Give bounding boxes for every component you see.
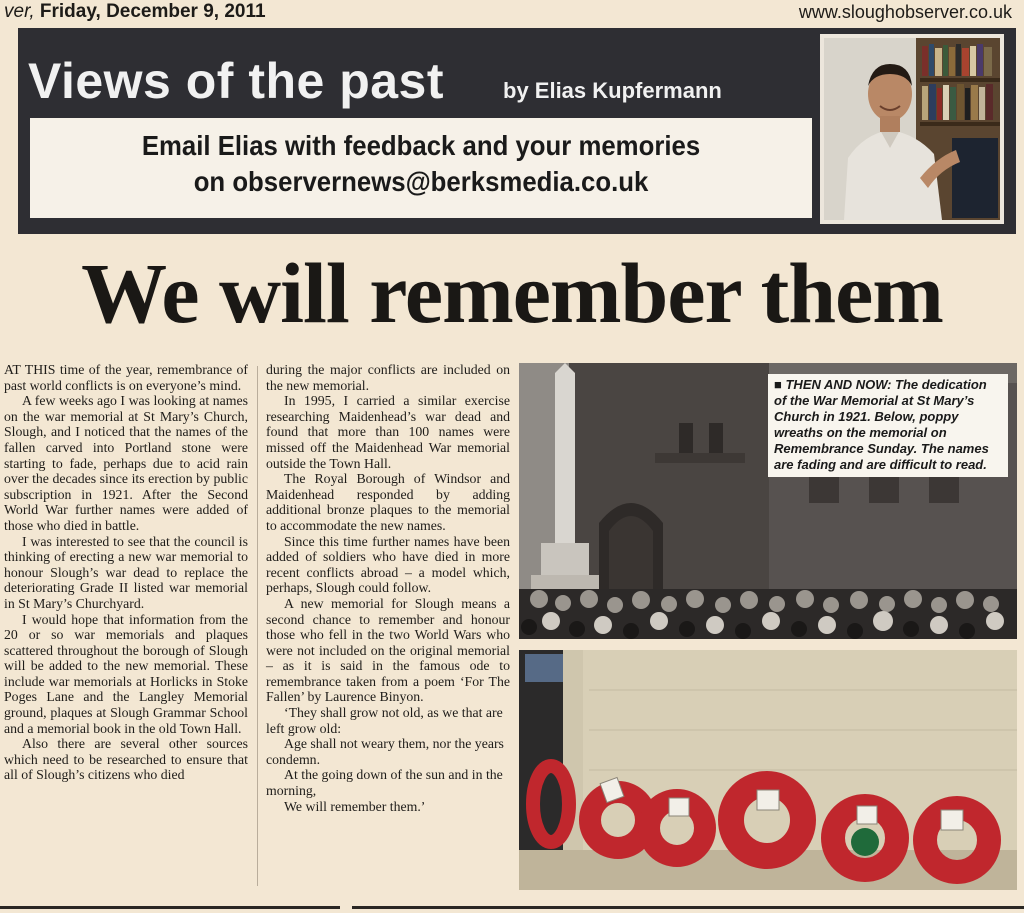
poem-line: ‘They shall grow not old, as we that are left grow old: <box>266 705 503 736</box>
article-paragraph: during the major conflicts are included on the new memorial. <box>266 362 510 393</box>
article-column-2 <box>266 362 510 814</box>
article-column-1 <box>4 362 248 783</box>
article-paragraph: I would hope that information from the 20 or so war memorials and plaques scattered throughout the borough of Slough will be added to the new memorial. These include war memorials at Horlicks in Stoke Poges Lane and the Langley Memorial ground, plaques at Slough Grammar School and a memorial book in the old Town Hall. <box>4 611 248 736</box>
columnist-portrait-photo <box>820 34 1004 224</box>
poem-line: We will remember them.’ <box>284 798 426 814</box>
publication-fragment: ver, <box>4 1 35 22</box>
poppy-wreaths-photo <box>519 650 1017 890</box>
column-divider <box>257 366 258 886</box>
caption-text: THEN AND NOW: The dedication of the War Memorial at St Mary’s Church in 1921. Below, poppy wreaths on the memorial on Remembrance Sunday. The names are fading and are difficult to read. <box>774 377 989 472</box>
article-headline: We will remember them <box>81 245 943 341</box>
article-paragraph: A few weeks ago I was looking at names on the war memorial at St Mary’s Church, Slough, and I noticed that the names of the fallen carved into Portland stone were starting to fade, perhaps due to acid rain over the decades since its erection by public subscription in 1921. After the Second World War further names were added of those who died in battle. <box>4 393 248 533</box>
photo-caption <box>768 374 1008 477</box>
feedback-box <box>30 118 812 218</box>
poem-line: At the going down of the sun and in the morning, <box>266 767 503 799</box>
article-paragraph: Also there are several other sources which need to be researched to ensure that all of Slough’s citizens who died <box>4 736 248 783</box>
article-paragraph: In 1995, I carried a similar exercise researching Maidenhead’s war dead and found that more than 100 names were missed off the Maidenhead War memorial outside the Town Hall. <box>266 393 510 471</box>
column-title: Views of the past <box>28 53 445 109</box>
poem-line: Age shall not weary them, nor the years condemn. <box>266 736 504 767</box>
article-paragraph: A new memorial for Slough means a second chance to remember and honour those who fell in the two World Wars who were not included on the original memorial – as it is said in the famous ode to remembrance taken from a poem ‘For The Fallen’ by Laurence Binyon. <box>266 595 510 705</box>
article-paragraph: Since this time further names have been added of soldiers who have died in more recent conflicts abroad – a model which, perhaps, Slough could follow. <box>266 533 510 596</box>
feedback-line: Email Elias with feedback and your memories <box>141 130 701 161</box>
website-url[interactable]: www.sloughobserver.co.uk <box>798 2 1012 22</box>
portrait-illustration <box>824 38 1000 220</box>
feedback-email[interactable]: on observernews@berksmedia.co.uk <box>193 166 649 197</box>
article-paragraph: The Royal Borough of Windsor and Maidenhead responded by adding additional bronze plaques to the memorial to accommodate the new names. <box>266 471 510 533</box>
column-banner <box>18 28 1016 234</box>
wreaths-illustration <box>519 650 1017 890</box>
masthead-strip <box>0 0 1024 26</box>
page-bottom-rules <box>0 903 1024 913</box>
dateline <box>4 1 266 23</box>
article-paragraph: AT THIS time of the year, remembrance of past world conflicts is on everyone’s mind. <box>4 362 248 393</box>
caption-marker-icon: ■ <box>774 377 782 392</box>
column-byline: by Elias Kupfermann <box>503 78 722 103</box>
issue-date: Friday, December 9, 2011 <box>39 1 266 22</box>
article-paragraph: I was interested to see that the council is thinking of erecting a new war memorial to honour Slough’s war dead to replace the deteriorating Grade II listed war memorial in St Mary’s Churchyard. <box>4 533 248 611</box>
